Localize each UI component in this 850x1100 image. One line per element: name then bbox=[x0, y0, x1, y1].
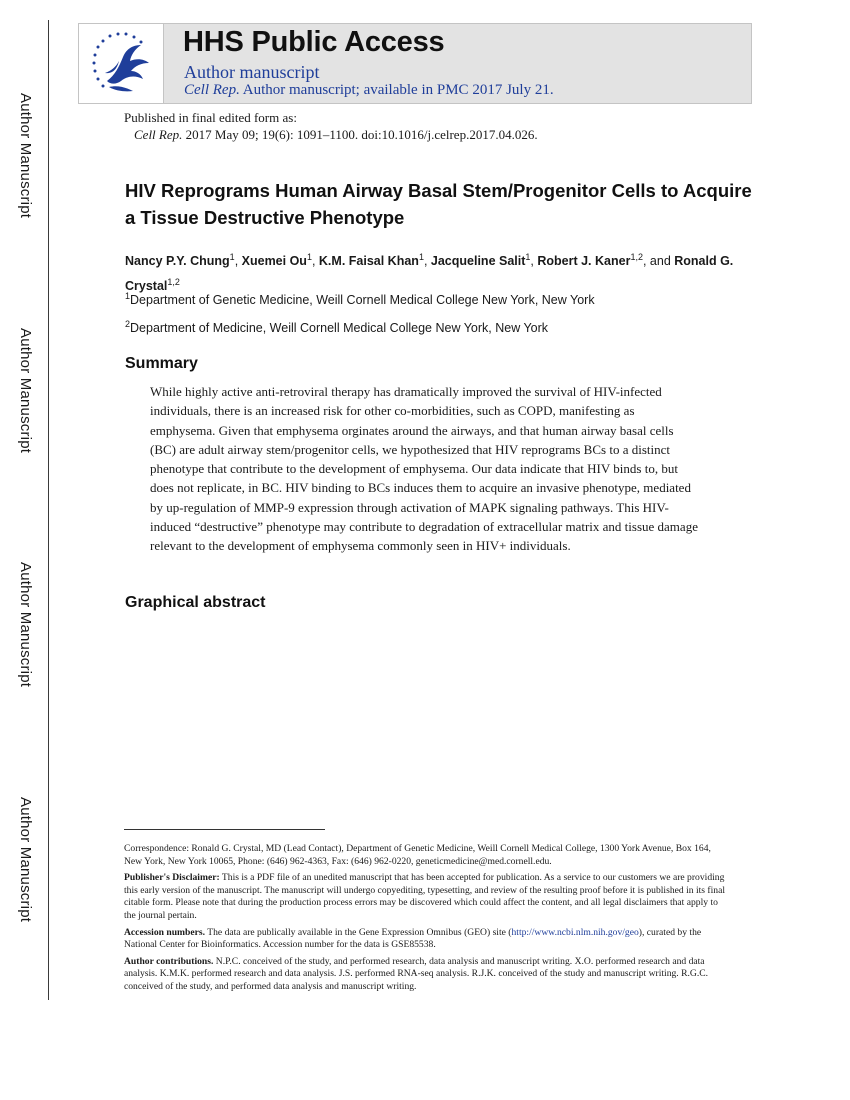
affiliation: $^1$Department of Genetic Medicine, Weill Cornell Medical College New York, New York bbox=[125, 291, 595, 308]
logo-box bbox=[79, 24, 164, 103]
author-name: Xuemei Ou bbox=[241, 254, 307, 269]
hhs-eagle-logo-icon bbox=[89, 31, 153, 95]
graphical-abstract-heading: Graphical abstract bbox=[125, 594, 266, 611]
footnotes bbox=[124, 843, 728, 998]
header-title: HHS Public Access bbox=[183, 26, 445, 58]
accession-note: Accession numbers. The data are publically available in the Gene Expression Omnibus (GEO) site (http://www.ncbi.nlm.nih.gov/geo), curated by the National Center for Bioinformatics. Accession number for the data is GSE85538. bbox=[124, 926, 702, 951]
summary-text: While highly active anti-retroviral therapy has dramatically improved the survival of HIV-infected individuals, there is an increased risk for other co-morbidities, such as COPD, manifesting as emphysema. Given that emphysema orginates around the airways, and that human airway basal cells (BC) are adult airway stem/progenitor cells, we hypothesized that HIV reprograms BCs to a distinct phenotype that contribute to the development of emphysema. Our data indicate that HIV binds to, but does not replicate, in BC. HIV binding to BCs induces them to acquire an invasive phenotype, mediated by up-regulation of MMP-9 expression through activation of MAPK signaling pathways. This HIV-induced “destructive” phenotype may contribute to degradation of extracellular matrix and tissue damage relevant to the development of emphysema commonly seen in HIV+ individuals. bbox=[150, 384, 698, 554]
affiliation: $^2$Department of Medicine, Weill Cornell Medical College New York, New York bbox=[125, 319, 549, 336]
author-name: Jacqueline Salit bbox=[430, 254, 526, 269]
hhs-header bbox=[78, 23, 752, 104]
author-name: Ronald G. Crystal bbox=[125, 254, 734, 294]
published-label: Published in final edited form as: bbox=[124, 110, 297, 125]
header-subtitle: Author manuscript bbox=[184, 62, 320, 82]
footnote-rule bbox=[124, 829, 325, 830]
margin-rule bbox=[48, 20, 49, 1000]
summary-heading: Summary bbox=[125, 355, 198, 372]
published-citation: Cell Rep. 2017 May 09; 19(6): 1091–1100. doi:10.1016/j.celrep.2017.04.026. bbox=[134, 127, 538, 142]
header-availability: Cell Rep. Author manuscript; available in PMC 2017 July 21. bbox=[184, 82, 554, 98]
author-name: Robert J. Kaner bbox=[537, 254, 631, 269]
disclaimer-note: Publisher's Disclaimer: This is a PDF file of an unedited manuscript that has been accepted for publication. As a service to our customers we are providing this early version of the manuscript. The manuscript will undergo copyediting, typesetting, and review of the resulting proof before it is published in its final citable form. Please note that during the production process errors may be discovered which could affect the content, and all legal disclaimers that apply to the journal pertain. bbox=[124, 872, 725, 921]
author-name: K.M. Faisal Khan bbox=[318, 254, 419, 269]
geo-link[interactable]: http://www.ncbi.nlm.nih.gov/geo bbox=[511, 926, 639, 938]
author-list: Nancy P.Y. Chung$^1$, Xuemei Ou$^1$, K.M. Faisal Khan$^1$, Jacqueline Salit$^1$, Robert J. Kaner$^{1,2}$, and Ronald G. Crystal$^{1,2}$ bbox=[125, 252, 734, 294]
contributions-note: Author contributions. N.P.C. conceived of the study, and performed research, data analysis and manuscript writing. X.O. performed research and data analysis. K.M.K. performed research and data analysis. J.S. performed RNA-seq analysis. R.J.K. conceived of the study and manuscript writing. R.G.C. conceived of the study, and performed data analysis and manuscript writing. bbox=[124, 955, 709, 992]
correspondence-note: Correspondence: Ronald G. Crystal, MD (Lead Contact), Department of Genetic Medicine, Weill Cornell Medical College, 1300 York Avenue, Box 164, New York, New York 10065, Phone: (646) 962-4363, Fax: (646) 962-0220, geneticmedicine@med.cornell.edu. bbox=[124, 843, 711, 867]
article-title: HIV Reprograms Human Airway Basal Stem/Progenitor Cells to Acquire a Tissue Destructive Phenotype bbox=[125, 180, 752, 228]
author-name: Nancy P.Y. Chung bbox=[125, 254, 230, 269]
